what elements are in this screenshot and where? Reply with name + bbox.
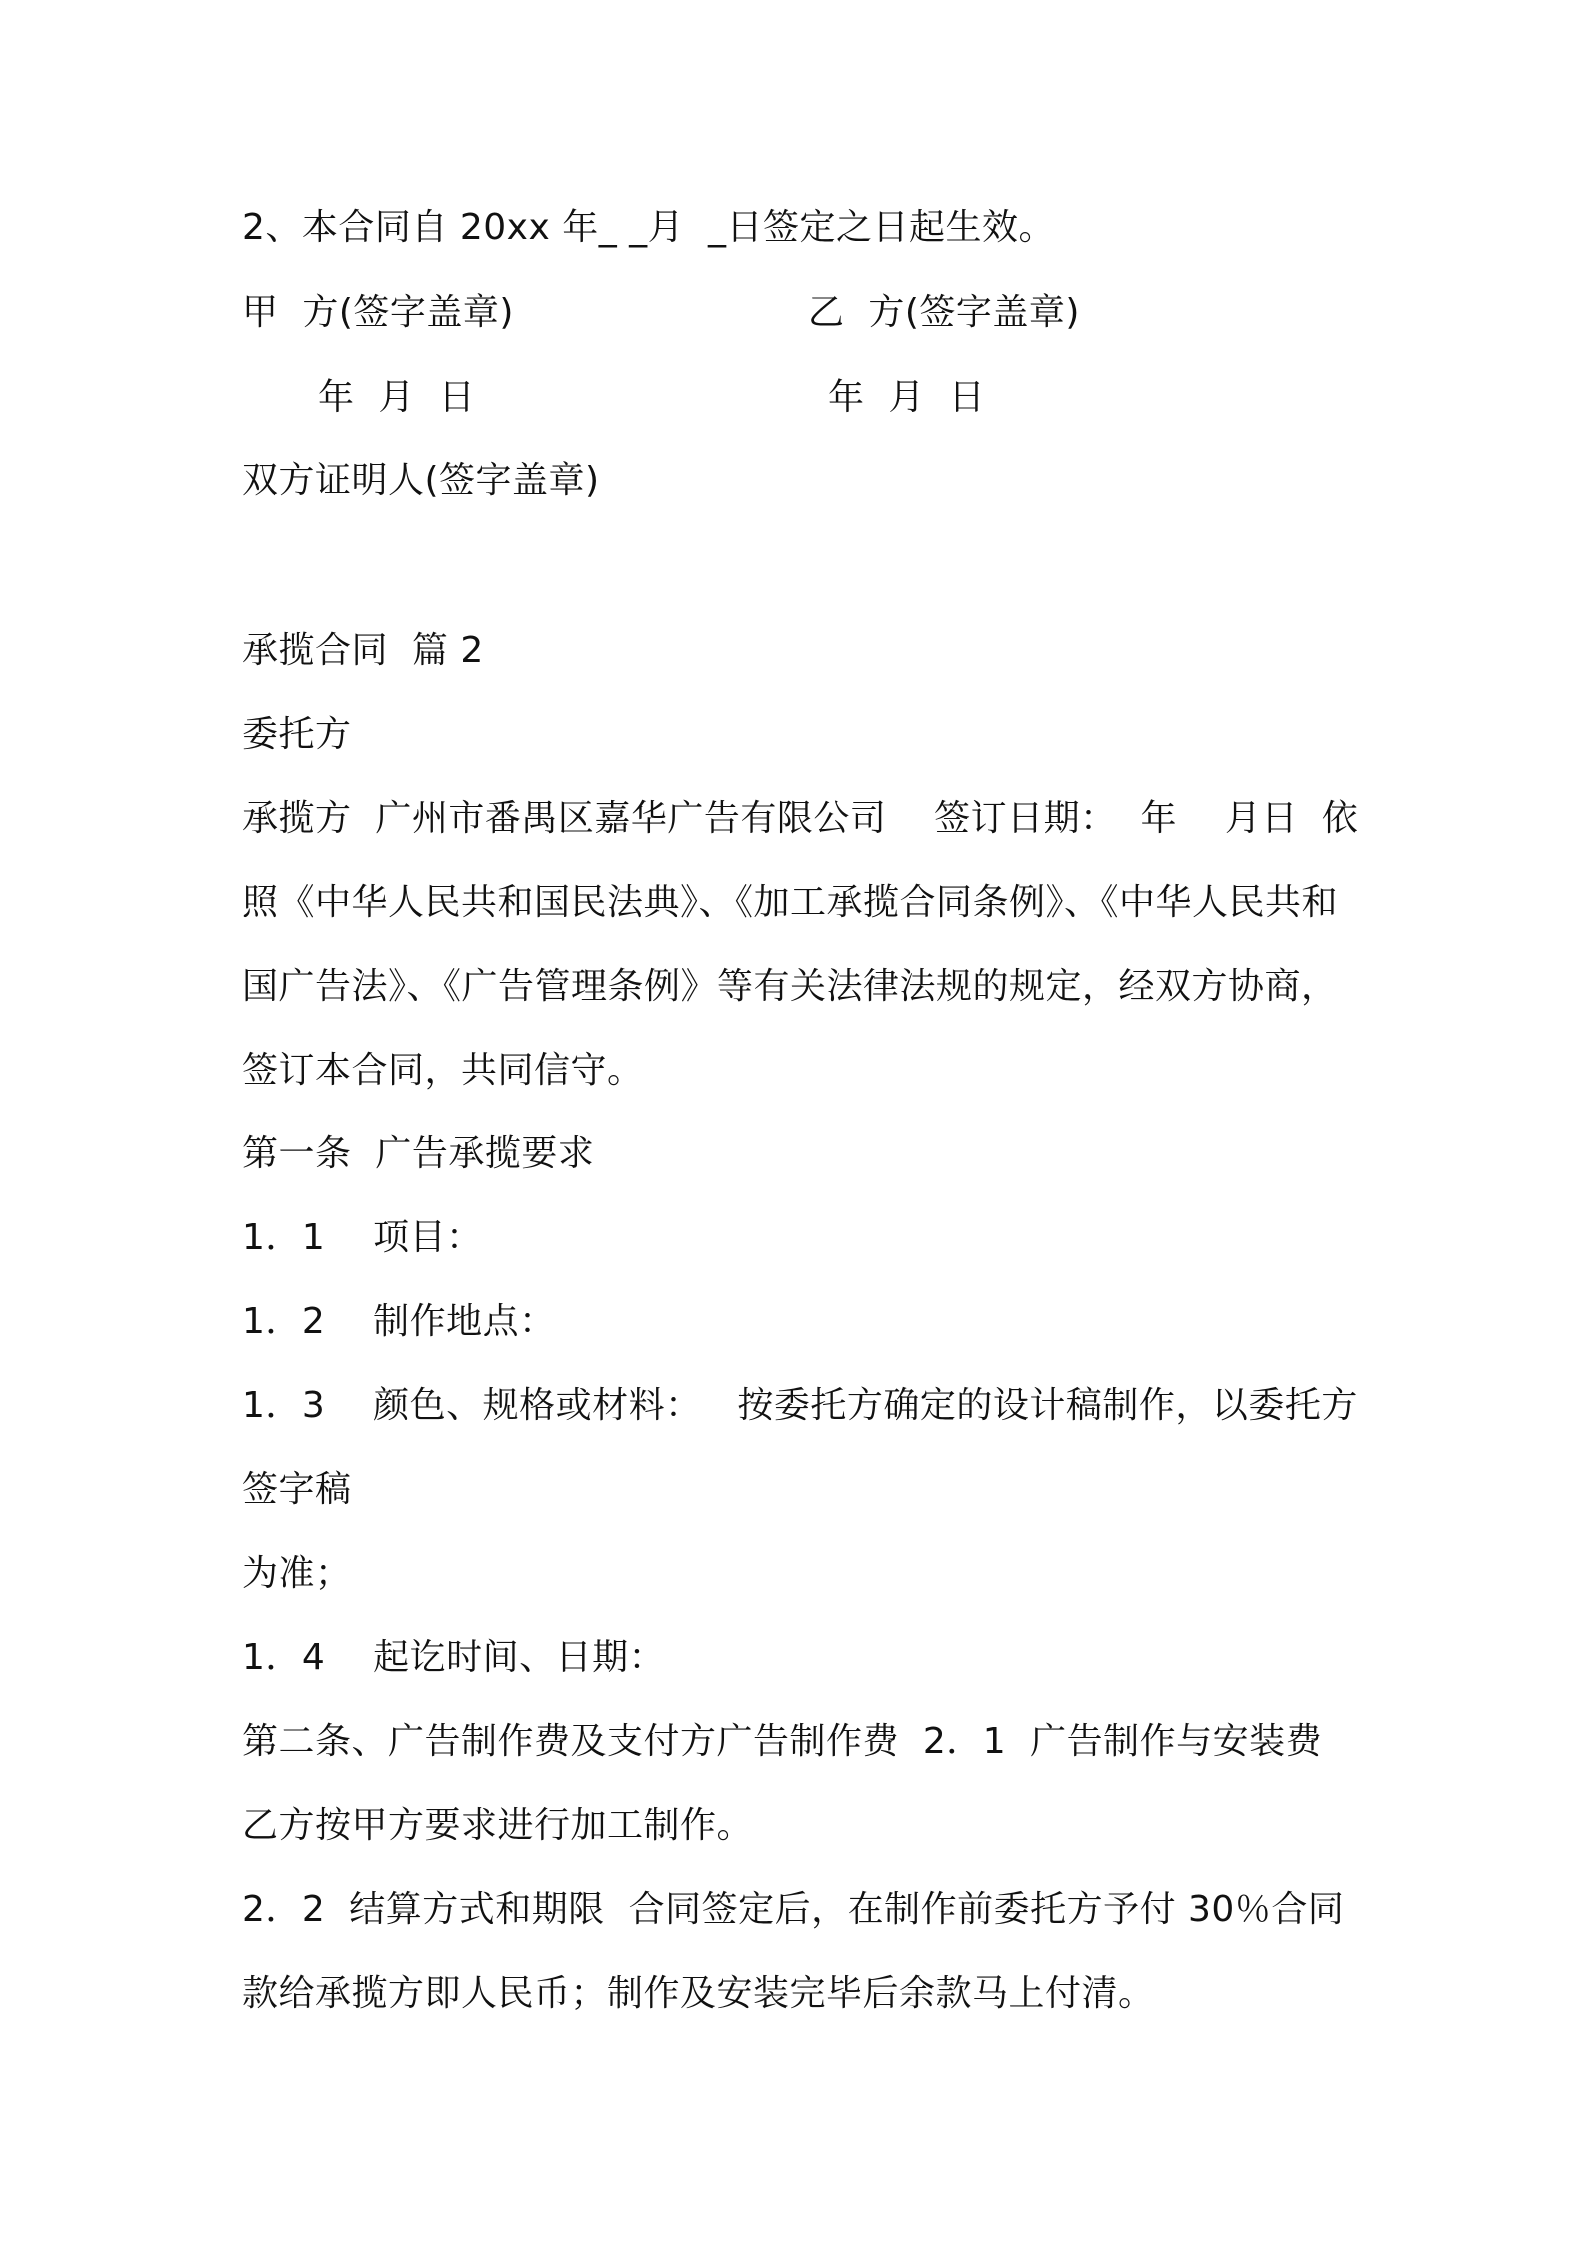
item-1-3-continued: 签字稿: [242, 1469, 352, 1510]
intro-paragraph-line: 签订本合同，共同信守。: [242, 1050, 644, 1091]
item-1-3: 1．3 颜色、规格或材料： 按委托方确定的设计稿制作，以委托方: [242, 1385, 1358, 1426]
client-label: 委托方: [242, 714, 352, 755]
party-a-signature-label: 甲 方(签字盖章): [242, 292, 514, 333]
item-1-1: 1．1 项目：: [242, 1217, 483, 1258]
intro-paragraph-line: 照《中华人民共和国民法典》、《加工承揽合同条例》、《中华人民共和: [242, 882, 1339, 923]
item-1-4: 1．4 起讫时间、日期：: [242, 1637, 666, 1678]
intro-paragraph-line: 承揽方 广州市番禺区嘉华广告有限公司 签订日期： 年 月日 依: [242, 798, 1359, 839]
article-1-title: 第一条 广告承揽要求: [242, 1133, 595, 1174]
item-2-2: 2．2 结算方式和期限 合同签定后，在制作前委托方予付 30％合同: [242, 1889, 1345, 1930]
witness-signature-label: 双方证明人(签字盖章): [242, 460, 600, 501]
party-a-date-line: 年 月 日: [318, 377, 476, 418]
party-b-date-line: 年 月 日: [828, 377, 986, 418]
party-b-signature-label: 乙 方(签字盖章): [808, 292, 1080, 333]
item-1-2: 1．2 制作地点：: [242, 1301, 556, 1342]
intro-paragraph-line: 国广告法》、《广告管理条例》等有关法律法规的规定，经双方协商，: [242, 966, 1338, 1007]
item-1-3-continued: 为准；: [242, 1553, 352, 1594]
item-2-2-continued: 款给承揽方即人民币；制作及安装完毕后余款马上付清。: [242, 1973, 1155, 2014]
clause-effective-date: 2、本合同自 20xx 年_ _月 _日签定之日起生效。: [242, 207, 1056, 248]
section-title: 承揽合同 篇 2: [242, 630, 484, 671]
article-2-text: 乙方按甲方要求进行加工制作。: [242, 1805, 754, 1846]
article-2-heading: 第二条、广告制作费及支付方广告制作费 2．1 广告制作与安装费: [242, 1721, 1323, 1762]
